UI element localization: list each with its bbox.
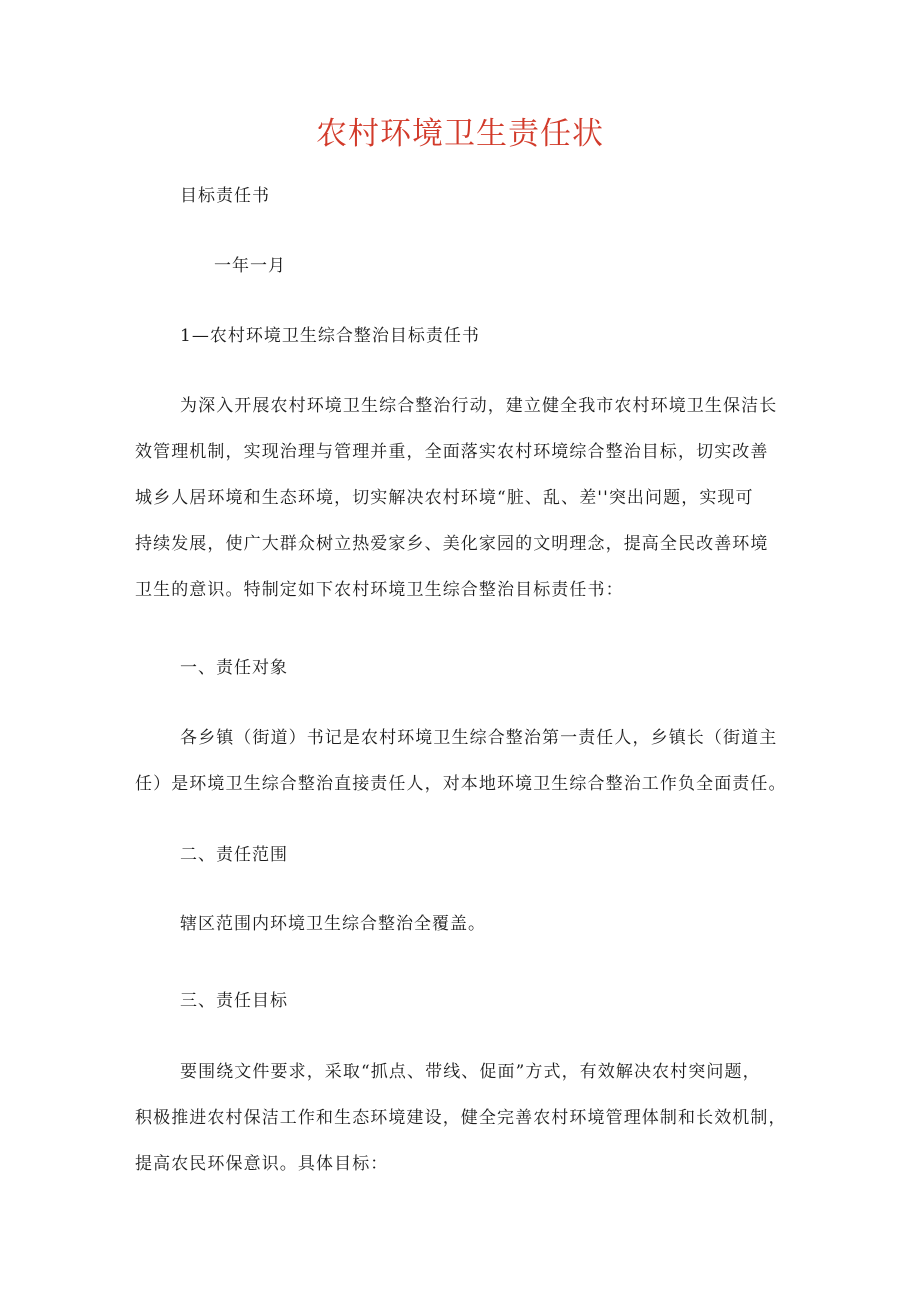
section-2-heading: 二、责任范围 (180, 845, 288, 865)
paragraph-line: 持续发展，使广大群众树立热爱家乡、美化家园的文明理念，提高全民改善环境 (135, 534, 769, 554)
section-3-paragraph (135, 1049, 795, 1187)
paragraph-line: 卫生的意识。特制定如下农村环境卫生综合整治目标责任书： (135, 580, 624, 600)
section-1-heading: 一、责任对象 (180, 658, 288, 678)
document-title: 农村环境卫生责任状 (316, 116, 604, 152)
section-heading: 1—农村环境卫生综合整治目标责任书 (180, 326, 480, 346)
paragraph-line: 任）是环境卫生综合整治直接责任人，对本地环境卫生综合整治工作负全面责任。 (135, 774, 787, 794)
section-2-text: 辖区范围内环境卫生综合整治全覆盖。 (180, 914, 486, 934)
section-1-paragraph (135, 715, 795, 807)
paragraph-line: 效管理机制，实现治理与管理并重，全面落实农村环境综合整治目标，切实改善 (135, 442, 769, 462)
subtitle: 目标责任书 (180, 186, 270, 206)
paragraph-line: 城乡人居环境和生态环境，切实解决农村环境“脏、乱、差''突出问题，实现可 (135, 488, 754, 508)
intro-paragraph (135, 383, 795, 613)
paragraph-line: 提高农民环保意识。具体目标： (135, 1154, 389, 1174)
date-line: 一年一月 (214, 256, 286, 276)
paragraph-line: 积极推进农村保洁工作和生态环境建设，健全完善农村环境管理体制和长效机制， (135, 1108, 787, 1128)
paragraph-line: 为深入开展农村环境卫生综合整治行动，建立健全我市农村环境卫生保洁长 (180, 396, 778, 416)
paragraph-line: 各乡镇（街道）书记是农村环境卫生综合整治第一责任人，乡镇长（街道主 (180, 728, 778, 748)
section-3-heading: 三、责任目标 (180, 991, 288, 1011)
paragraph-line: 要围绕文件要求，采取“抓点、带线、促面”方式，有效解决农村突问题， (180, 1062, 761, 1082)
